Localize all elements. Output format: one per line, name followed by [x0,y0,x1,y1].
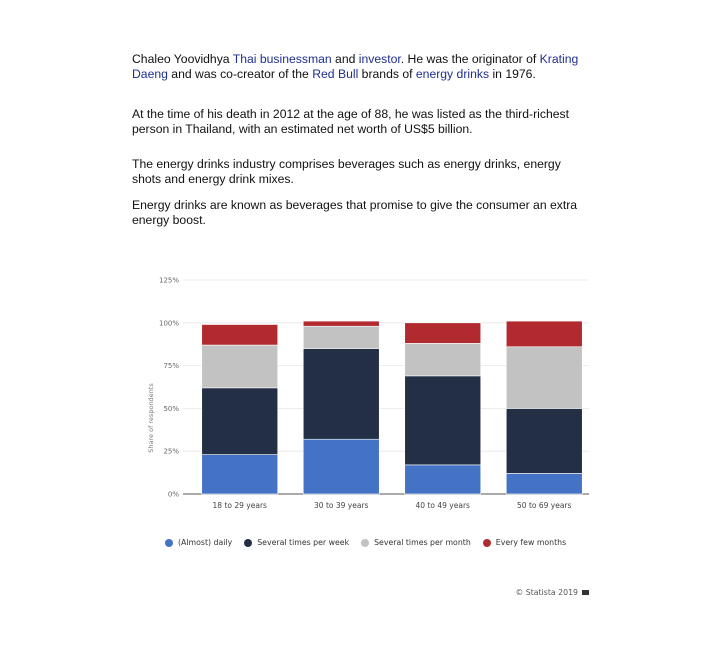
legend-label: Several times per week [257,538,350,547]
legend-item[interactable] [244,538,349,547]
y-tick-label: 75% [163,362,179,371]
bar-segment[interactable] [405,465,481,494]
paragraph-definition: Energy drinks are known as beverages that promise to give the consumer an extra energy boost. [132,198,578,227]
y-tick-label: 125% [158,276,179,285]
x-tick-label: 30 to 39 years [314,501,369,510]
legend-item[interactable] [165,538,232,547]
text-span: . He was the originator of [400,52,540,66]
credit-text: © Statista 2019 [515,588,578,597]
legend-swatch [165,539,173,547]
bar-segment[interactable] [405,376,481,465]
statista-credit[interactable] [515,588,589,597]
stacked-bar-chart [133,266,599,526]
chart-legend [165,538,585,547]
paragraph-industry: The energy drinks industry comprises beverages such as energy drinks, energy shots and energy drink mixes. [132,157,561,186]
link-thai-businessman[interactable]: Thai businessman [232,52,332,66]
chart-panel [133,266,599,605]
bar-segment[interactable] [506,321,582,347]
bar-segment[interactable] [405,343,481,376]
x-axis-ticks [213,501,572,510]
x-tick-label: 40 to 49 years [415,501,470,510]
y-axis-title: Share of respondents [147,383,155,453]
bar-segment[interactable] [506,473,582,494]
legend-label: Every few months [495,538,567,547]
paragraph-net-worth: At the time of his death in 2012 at the age of 88, he was listed as the third-richest person in Thailand, with an estimated net worth of US$5 billion. [132,107,569,136]
bar-segment[interactable] [202,325,278,346]
x-tick-label: 18 to 29 years [212,501,267,510]
text-span: and [331,52,359,66]
bar-segment[interactable] [303,326,379,348]
legend-swatch [244,539,252,547]
bars [202,321,583,494]
legend-item[interactable] [361,538,471,547]
text-span: brands of [358,67,416,81]
link-energy-drinks[interactable]: energy drinks [415,67,490,81]
bar-segment[interactable] [303,348,379,439]
y-tick-label: 50% [163,404,179,413]
bar-segment[interactable] [506,347,582,409]
bar-segment[interactable] [202,388,278,455]
bar-segment[interactable] [303,321,379,326]
text-span: and was co-creator of the [167,67,313,81]
legend-item[interactable] [483,538,566,547]
bar-segment[interactable] [202,345,278,388]
text-span: in 1976. [489,67,536,81]
bar-segment[interactable] [202,455,278,494]
y-tick-label: 25% [163,447,179,456]
legend-swatch [361,539,369,547]
legend-label: Several times per month [374,538,471,547]
text-span: Chaleo Yoovidhya [132,52,233,66]
link-krating-daeng[interactable]: Krating Daeng [132,52,579,81]
flag-icon [582,590,589,595]
link-investor[interactable]: investor [358,52,401,66]
y-tick-label: 100% [158,319,179,328]
x-tick-label: 50 to 69 years [517,501,572,510]
paragraph-intro [132,52,592,82]
legend-label: (Almost) daily [178,538,233,547]
bar-segment[interactable] [506,408,582,473]
y-tick-label: 0% [167,490,179,499]
legend-swatch [483,539,491,547]
bar-segment[interactable] [303,439,379,494]
link-red-bull[interactable]: Red Bull [312,67,359,81]
bar-segment[interactable] [405,323,481,344]
y-axis-ticks [159,277,179,499]
